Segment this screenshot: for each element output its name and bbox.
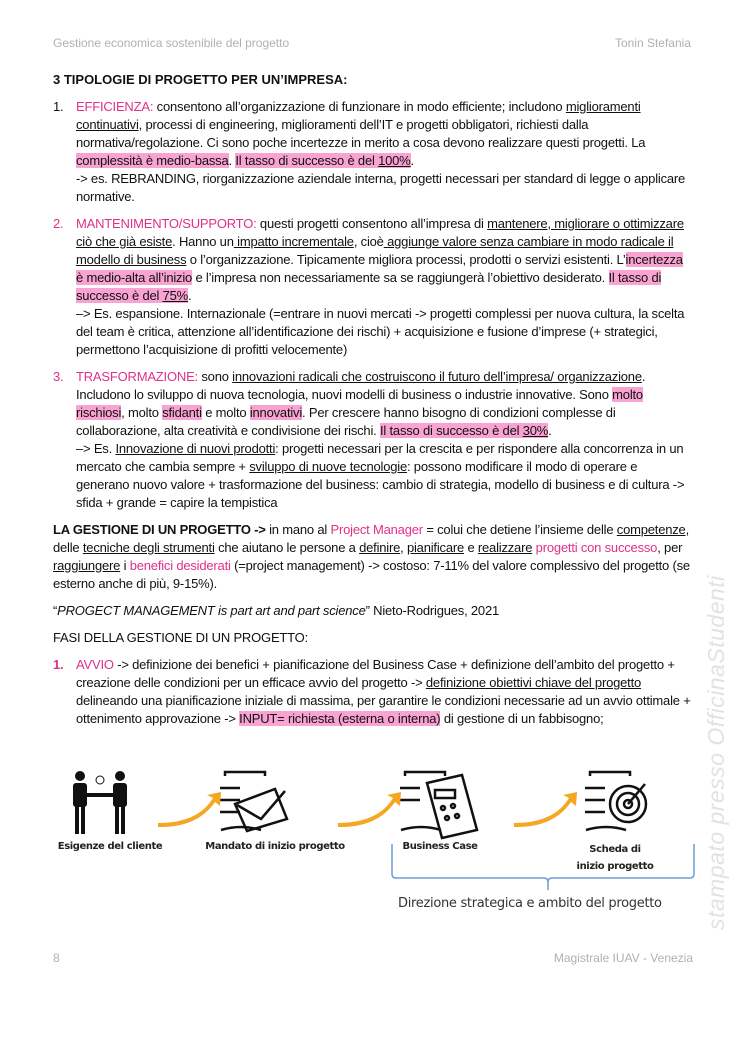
text-segment: Innovazione di nuovi prodotti	[115, 441, 276, 456]
text-segment: e	[464, 540, 478, 555]
text-segment: miglioramenti continuativi	[76, 99, 641, 132]
text-segment: .	[548, 423, 552, 438]
text-segment: definizione obiettivi chiave del progetto	[425, 675, 642, 690]
text-segment: mantenere, migliorare o ottimizzare ciò che già esiste	[76, 216, 684, 249]
fasi-title: FASI DELLA GESTIONE DI UN PROGETTO:	[53, 630, 308, 645]
page-content	[53, 0, 693, 933]
text-segment: . Includono lo sviluppo di nuova tecnologia, nuovi modelli di business o industrie innovative. Sono	[76, 369, 646, 402]
text-segment: di gestione di un fabbisogno;	[440, 711, 604, 726]
highlighted-text: Il tasso di successo è del	[76, 270, 662, 303]
people-handshake-icon	[73, 771, 127, 834]
text-segment: “	[53, 603, 58, 618]
highlighted-text: molto rischiosi	[76, 387, 643, 420]
text-segment: AVVIO	[76, 657, 114, 672]
step-label: Esigenze del cliente	[57, 841, 163, 852]
step-label: Mandato di inizio progetto	[205, 841, 345, 852]
arrow-icon	[514, 792, 577, 827]
text-segment: questi progetti consentono all’impresa di	[256, 216, 488, 231]
text-segment: –> Es. espansione. Internazionale (=entrare in nuovi mercati -> progetti complessi per nuova cultura, la scelta del team è critica, attenzione all’identificazione dei rischi) + acquisizione e fusione d’imprese (+ strategici, permettono l’acquisizione di profitti velocemente)	[76, 306, 685, 357]
text-segment: pianificare	[406, 540, 465, 555]
highlighted-text: innovativi	[249, 405, 303, 420]
highlighted-text: INPUT= richiesta (esterna o interna)	[239, 711, 441, 726]
list-item-avvio	[53, 656, 693, 728]
bracket-label: Direzione strategica e ambito del progetto	[398, 896, 662, 911]
text-segment: EFFICIENZA:	[76, 99, 154, 114]
text-segment: progetti con successo	[535, 540, 658, 555]
text-segment: realizzare	[477, 540, 533, 555]
text-segment: = colui che detiene l’insieme delle	[422, 522, 617, 537]
text-segment: impatto incrementale	[233, 234, 354, 249]
highlighted-text: 30%	[522, 423, 549, 438]
text-segment: i	[120, 558, 130, 573]
text-segment: : progetti necessari per la crescita e per rispondere alla concorrenza in un mercato che cambia sempre +	[76, 441, 684, 474]
text-segment: .	[188, 288, 192, 303]
text-segment: che aiutano le persone a	[214, 540, 360, 555]
item-number: 1.	[53, 657, 64, 672]
list-item-efficienza	[53, 98, 693, 206]
arrow-icon	[158, 792, 221, 827]
highlighted-text: 75%	[162, 288, 189, 303]
text-segment: : possono modificare il modo di operare e generano nuovo valore + trasformazione del business: cambio di strategia, modello di business e di cultura -> sfida + grande = capire la tempistica	[76, 459, 685, 510]
text-segment: Project Manager	[330, 522, 423, 537]
item-number: 1.	[53, 99, 64, 114]
watermark: stampato presso OfficinaStudenti	[703, 575, 729, 930]
highlighted-text: Il tasso di successo è del	[379, 423, 523, 438]
text-segment: competenze	[616, 522, 686, 537]
text-segment: e molto	[201, 405, 250, 420]
text-segment: . Per crescere hanno bisogno di condizioni complesse di collaborazione, alta creatività e condivisione dei rischi.	[76, 405, 616, 438]
step-label: Business Case	[402, 841, 478, 852]
document-calculator-icon	[400, 772, 477, 838]
text-segment: benefici desiderati	[129, 558, 231, 573]
page-number: 8	[53, 951, 60, 965]
text-segment: (=project management) -> costoso: 7-11% del valore complessivo del progetto (se esterno anche di più, 9-15%).	[53, 558, 690, 591]
text-segment: ,	[400, 540, 407, 555]
text-segment: sono	[197, 369, 233, 384]
arrow-icon	[338, 792, 401, 827]
text-segment: PROGECT MANAGEMENT is part art and part science	[57, 603, 366, 618]
text-segment: raggiungere	[53, 558, 121, 573]
header-title: Gestione economica sostenibile del progetto	[53, 36, 290, 50]
footer	[53, 951, 693, 981]
document-envelope-icon	[220, 772, 287, 831]
step-label: Scheda di inizio progetto	[576, 844, 654, 872]
highlighted-text: 100%	[378, 153, 411, 168]
text-segment: , processi di engineering, miglioramenti dell’IT e progetti obbligatori, richiesti dalla normativa/regolazione. Ci sono poche incertezze in merito a cosa devono realizzare questi progetti. La	[76, 117, 646, 150]
text-segment: innovazioni radicali che costruiscono il futuro dell’impresa/ organizzazione	[232, 369, 642, 384]
text-segment: , delle	[53, 522, 690, 555]
text-segment: delineando una pianificazione iniziale di massima, per garantire le condizioni necessarie ad un avvio ottimale + ottenimento approvazione ->	[76, 693, 691, 726]
quote	[53, 602, 693, 620]
highlighted-text: incertezza è medio-alta all’inizio	[76, 252, 683, 285]
text-segment: , per	[657, 540, 683, 555]
process-diagram	[55, 748, 695, 933]
highlighted-text: complessità è medio-bassa	[76, 153, 229, 168]
document-target-icon	[585, 772, 646, 830]
text-segment: aggiunge valore senza cambiare in modo radicale il modello di business	[76, 234, 674, 267]
text-segment: in mano al	[265, 522, 331, 537]
text-segment: consentono all’organizzazione di funzionare in modo efficiente; includono	[153, 99, 566, 114]
text-segment: .	[228, 153, 236, 168]
highlighted-text: sfidanti	[162, 405, 202, 420]
list-item-trasformazione	[53, 368, 693, 512]
gestione-paragraph	[53, 521, 693, 593]
list-item-mantenimento	[53, 215, 693, 359]
text-segment: sviluppo di nuove tecnologie	[249, 459, 407, 474]
text-segment: LA GESTIONE DI UN PROGETTO ->	[53, 522, 266, 537]
item-number: 2.	[53, 216, 64, 231]
text-segment: definire	[359, 540, 401, 555]
text-segment: MANTENIMENTO/SUPPORTO:	[76, 216, 257, 231]
text-segment: ” Nieto-Rodrigues, 2021	[365, 603, 500, 618]
section-title: 3 TIPOLOGIE DI PROGETTO PER UN’IMPRESA:	[53, 72, 348, 87]
item-number: 3.	[53, 369, 64, 384]
text-segment: -> definizione dei benefici + pianificazione del Business Case + definizione dell’ambito del progetto + creazione delle condizioni per un efficace avvio del progetto ->	[76, 657, 675, 690]
text-segment: , molto	[121, 405, 163, 420]
header-author: Tonin Stefania	[614, 36, 691, 50]
text-segment: e l’impresa non necessariamente sa se raggiungerà l’obiettivo desiderato.	[192, 270, 609, 285]
text-segment: -> es. REBRANDING, riorganizzazione aziendale interna, progetti necessari per standard di legge o applicare normative.	[76, 171, 686, 204]
text-segment: TRASFORMAZIONE:	[76, 369, 198, 384]
highlighted-text: Il tasso di successo è del	[235, 153, 379, 168]
footer-text: Magistrale IUAV - Venezia	[553, 951, 693, 965]
text-segment: tecniche degli strumenti	[82, 540, 215, 555]
text-segment: o l’organizzazione. Tipicamente migliora processi, prodotti o servizi esistenti. L’	[186, 252, 626, 267]
text-segment: . Hanno un	[172, 234, 234, 249]
text-segment: –> Es.	[76, 441, 116, 456]
text-segment: , cioè	[353, 234, 384, 249]
text-segment: .	[410, 153, 414, 168]
